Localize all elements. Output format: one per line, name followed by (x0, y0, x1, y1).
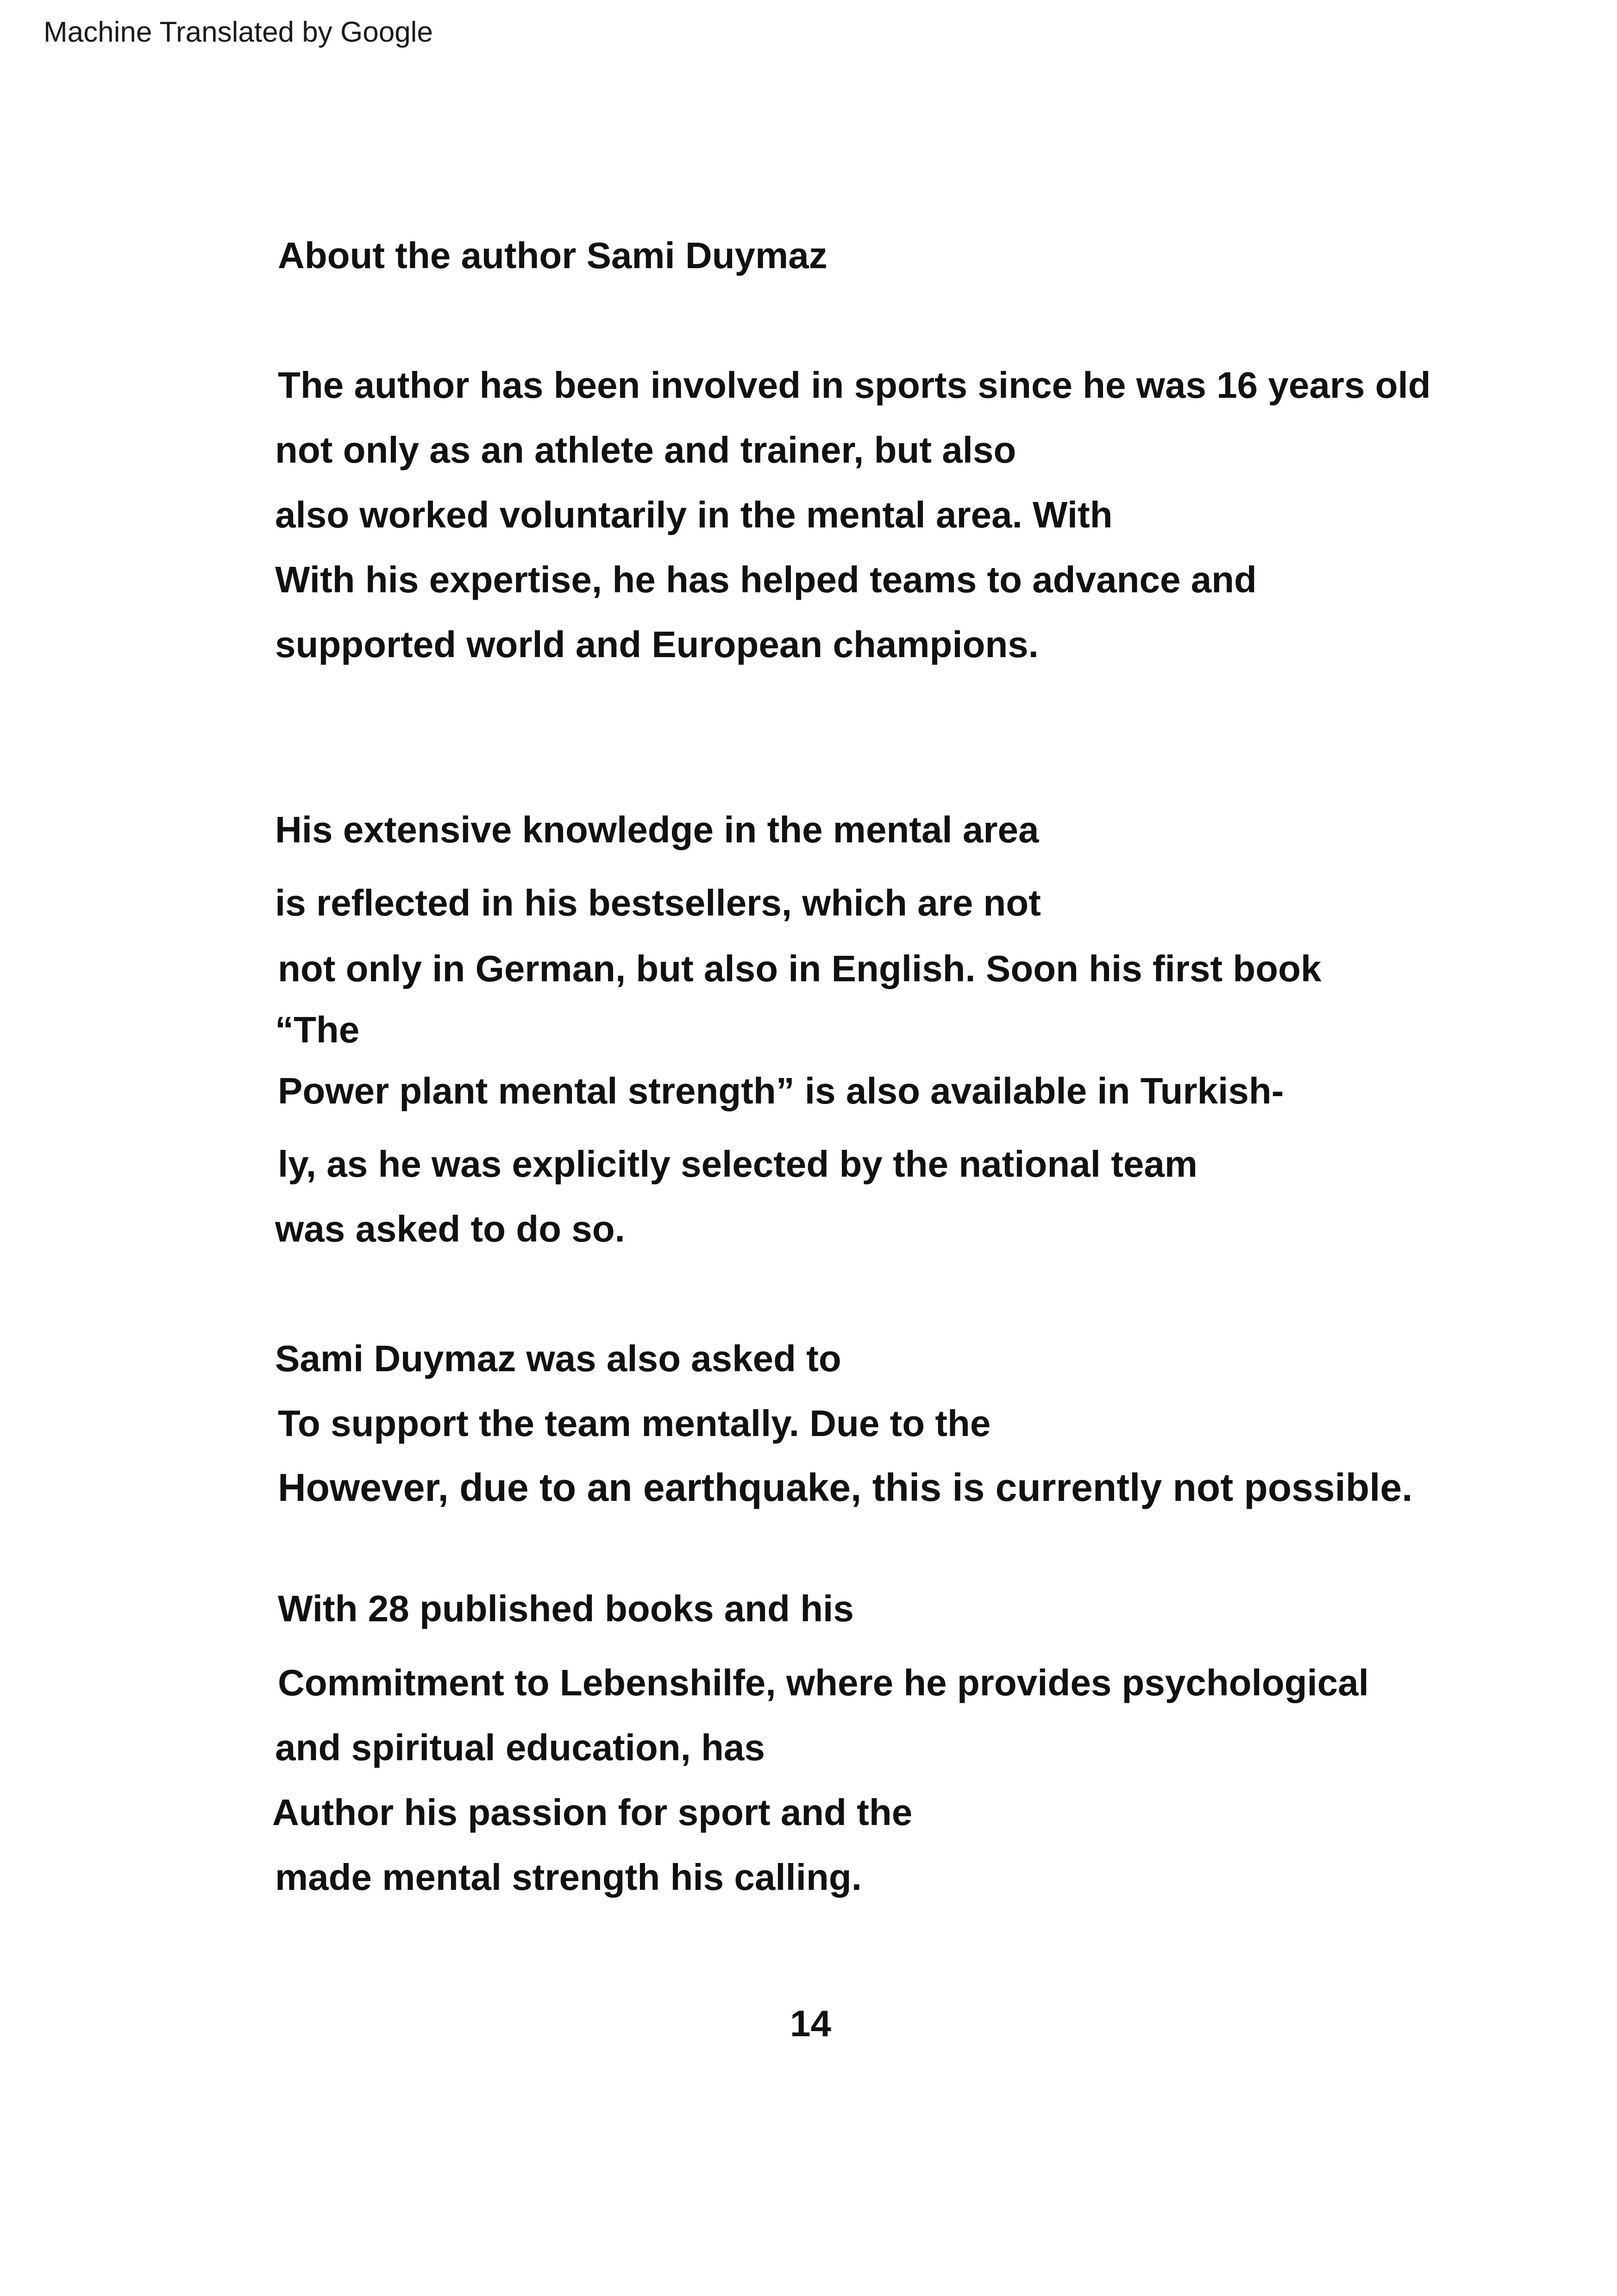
paragraph-4-line-3: and spiritual education, has (275, 1727, 765, 1768)
paragraph-1-line-3: also worked voluntarily in the mental area. With (275, 494, 1113, 535)
paragraph-2-line-7: was asked to do so. (275, 1208, 625, 1249)
paragraph-3-line-3: However, due to an earthquake, this is currently not possible. (278, 1466, 1413, 1509)
document-title: About the author Sami Duymaz (278, 235, 827, 276)
paragraph-1-line-4: With his expertise, he has helped teams to advance and (275, 559, 1257, 600)
paragraph-3-line-1: Sami Duymaz was also asked to (275, 1338, 841, 1379)
paragraph-3-line-2: To support the team mentally. Due to the (278, 1403, 991, 1444)
machine-translation-notice: Machine Translated by Google (44, 16, 433, 48)
page-number: 14 (790, 2003, 831, 2044)
paragraph-2-line-1: His extensive knowledge in the mental area (275, 809, 1039, 850)
paragraph-2-line-4: “The (275, 1009, 360, 1050)
paragraph-1-line-2: not only as an athlete and trainer, but also (275, 429, 1016, 470)
paragraph-2-line-3: not only in German, but also in English. Soon his first book (278, 948, 1322, 989)
paragraph-2-line-2: is reflected in his bestsellers, which are not (275, 882, 1041, 923)
paragraph-4-line-1: With 28 published books and his (278, 1588, 854, 1629)
paragraph-2-line-5: Power plant mental strength” is also available in Turkish- (278, 1070, 1284, 1111)
paragraph-2-line-6: ly, as he was explicitly selected by the national team (278, 1143, 1197, 1185)
paragraph-4-line-2: Commitment to Lebenshilfe, where he provides psychological (278, 1662, 1369, 1703)
paragraph-4-line-4: Author his passion for sport and the (272, 1792, 913, 1833)
paragraph-1-line-1: The author has been involved in sports since he was 16 years old (278, 364, 1431, 406)
paragraph-4-line-5: made mental strength his calling. (275, 1857, 862, 1898)
paragraph-1-line-5: supported world and European champions. (275, 624, 1039, 665)
